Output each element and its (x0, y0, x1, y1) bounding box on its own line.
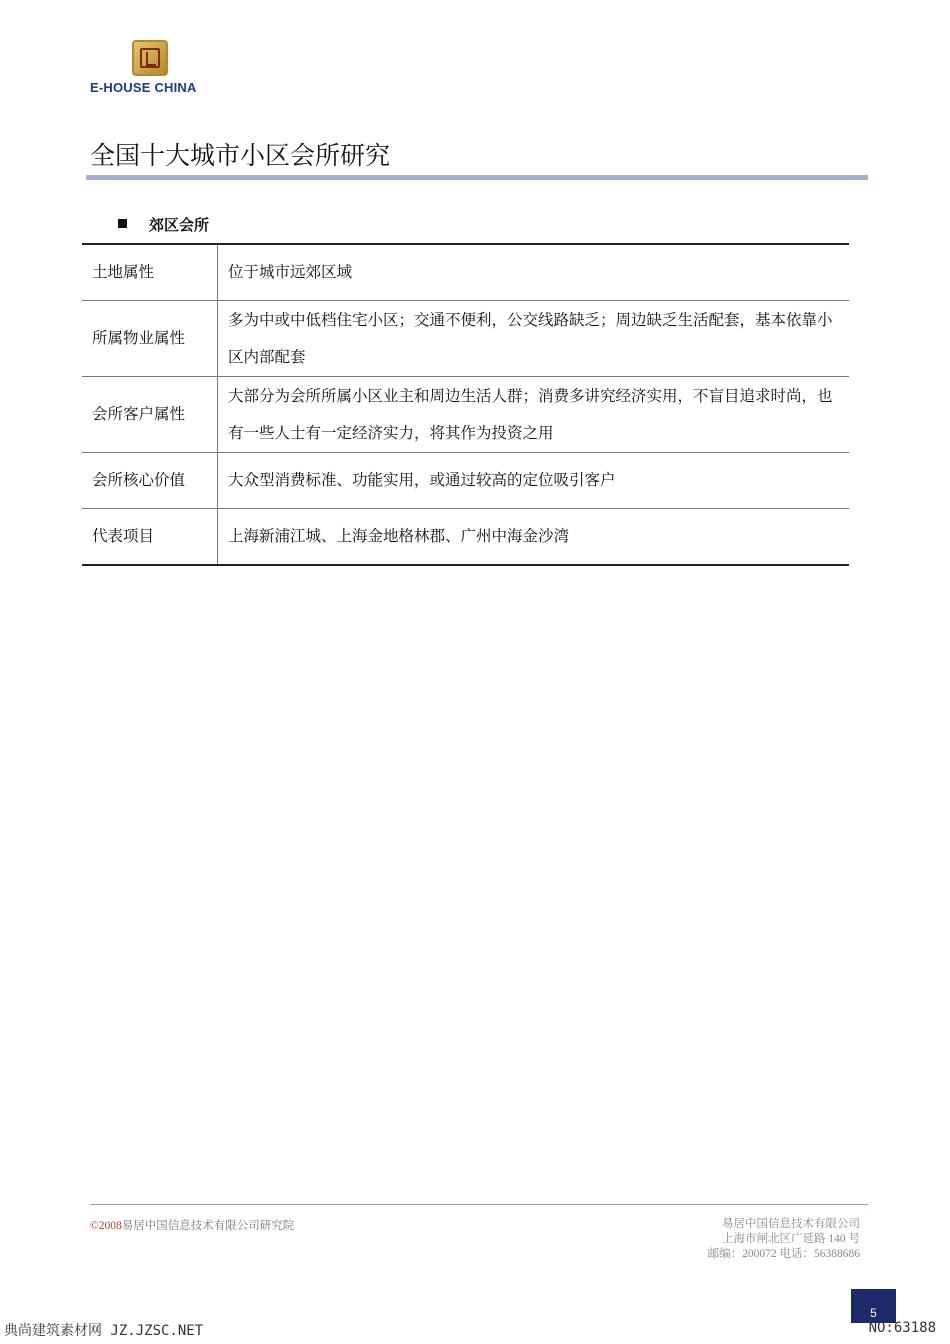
company-logo (90, 40, 215, 100)
copyright-text: 易居中国信息技术有限公司研究院 (121, 1220, 295, 1232)
logo-text: E-HOUSE CHINA (90, 80, 197, 95)
footer-contact (708, 1217, 860, 1262)
footer-copyright (90, 1217, 294, 1233)
row-label: 所属物业属性 (82, 301, 218, 377)
square-bullet-icon (118, 219, 127, 228)
page-number: 5 (851, 1289, 896, 1323)
title-divider (86, 175, 868, 180)
row-value: 位于城市远郊区域 (218, 244, 850, 301)
ehouse-seal-logo-icon (132, 40, 168, 76)
footer-phone: 邮编：200072 电话：56388686 (707, 1248, 860, 1260)
section-heading-text: 郊区会所 (149, 216, 210, 234)
section-heading (118, 214, 209, 235)
row-value: 大众型消费标准、功能实用，或通过较高的定位吸引客户 (218, 453, 850, 509)
page-title: 全国十大城市小区会所研究 (90, 141, 391, 170)
table-row (82, 509, 849, 566)
row-label: 代表项目 (82, 509, 218, 566)
table-row (82, 301, 849, 377)
footer-company: 易居中国信息技术有限公司 (722, 1218, 860, 1230)
attributes-table (82, 243, 849, 566)
table-row (82, 377, 849, 453)
table-row (82, 244, 849, 301)
table-row (82, 453, 849, 509)
copyright-year: ©2008 (90, 1220, 122, 1232)
watermark-left: 典尚建筑素材网 JZ.JZSC.NET (4, 1323, 204, 1339)
row-value: 大部分为会所所属小区业主和周边生活人群；消费多讲究经济实用，不盲目追求时尚，也有一些人士有一定经济实力，将其作为投资之用 (218, 377, 850, 453)
row-label: 会所客户属性 (82, 377, 218, 453)
watermark-right: NO:63188 (868, 1320, 936, 1336)
row-label: 会所核心价值 (82, 453, 218, 509)
row-value: 多为中或中低档住宅小区；交通不便利，公交线路缺乏；周边缺乏生活配套，基本依靠小区内部配套 (218, 301, 850, 377)
footer-address: 上海市闸北区广延路 140 号 (722, 1233, 860, 1245)
row-label: 土地属性 (82, 244, 218, 301)
footer-divider (90, 1204, 868, 1205)
row-value: 上海新浦江城、上海金地格林郡、广州中海金沙湾 (218, 509, 850, 566)
